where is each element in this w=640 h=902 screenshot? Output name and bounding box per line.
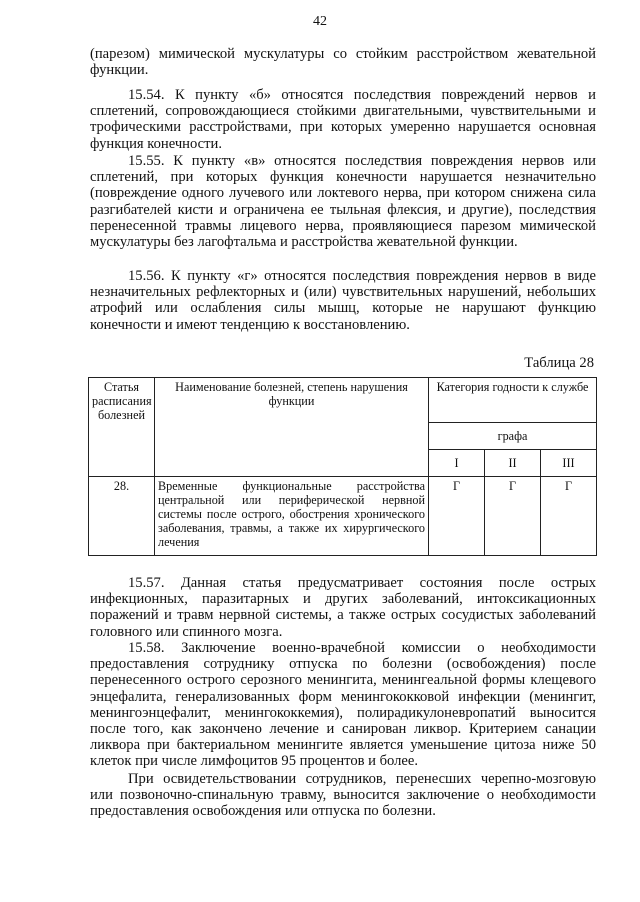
header-grafa: графа — [429, 423, 597, 450]
cell-article: 28. — [89, 477, 155, 556]
paragraph-final: При освидетельствовании сотрудников, перенесших черепно-мозговую или позвоночно-спинальную травму, выносится заключение о необходимости предоставления освобождения или отпуска по болезни. — [90, 771, 596, 820]
header-grafa-1: I — [429, 450, 485, 477]
header-grafa-2: II — [485, 450, 541, 477]
table-caption: Таблица 28 — [524, 355, 594, 371]
cell-grafa-2: Г — [485, 477, 541, 556]
table-row — [89, 477, 597, 556]
paragraph-15-55: 15.55. К пункту «в» относятся последствия повреждения нервов или сплетений, при которых функция конечности нарушается незначительно (повреждение одного лучевого или локтевого нерва, при котором снижена сила разгибателей кисти и ограничена ее тыльная флексия, и другие), последствия перенесенной травмы лицевого нерва, проявляющиеся парезом мимической мускулатуры без лагофтальма и расстройства жевательной функции. — [90, 153, 596, 251]
cell-grafa-3: Г — [541, 477, 597, 556]
paragraph-15-57: 15.57. Данная статья предусматривает состояния после острых инфекционных, паразитарных и других заболеваний, интоксикационных поражений и травм нервной системы, а также острых сосудистых заболеваний головного или спинного мозга. — [90, 575, 596, 640]
paragraph-15-54: 15.54. К пункту «б» относятся последствия повреждений нервов и сплетений, сопровождающиеся стойкими двигательными, чувствительными и трофическими расстройствами, при которых умеренно нарушается основная функция конечности. — [90, 87, 596, 152]
paragraph-15-58: 15.58. Заключение военно-врачебной комиссии о необходимости предоставления сотруднику отпуска по болезни (освобождения) после перенесенного острого серозного менингита, менингеальной формы клещевого энцефалита, генерализованных форм менингококковой инфекции (менингит, менингоэнцефалит, менингококкемия), полирадикулоневропатий выносится после того, как закончено лечение и санирован ликвор. Критерием санации ликвора при бактериальном менингите является уменьшение цитоза ниже 50 клеток при числе лимфоцитов 95 процентов и более. — [90, 640, 596, 770]
header-article: Статья расписания болезней — [89, 378, 155, 477]
cell-grafa-1: Г — [429, 477, 485, 556]
paragraph-15-56: 15.56. К пункту «г» относятся последствия повреждения нервов в виде незначительных рефлекторных и (или) чувствительных нарушений, небольших атрофий или ослабления силы мышц, которые не нарушают функцию конечности и имеют тенденцию к восстановлению. — [90, 268, 596, 333]
page-number: 42 — [313, 14, 327, 29]
header-grafa-3: III — [541, 450, 597, 477]
fitness-table — [88, 377, 597, 556]
paragraph-continuation: (парезом) мимической мускулатуры со стойким расстройством жевательной функции. — [90, 46, 596, 79]
header-disease-name: Наименование болезней, степень нарушения функции — [155, 378, 429, 477]
header-fitness-category: Категория годности к службе — [429, 378, 597, 423]
cell-disease-name: Временные функциональные расстройства центральной или периферической нервной системы после острого, обострения хронического заболевания, травмы, а также их хирургического лечения — [155, 477, 429, 556]
